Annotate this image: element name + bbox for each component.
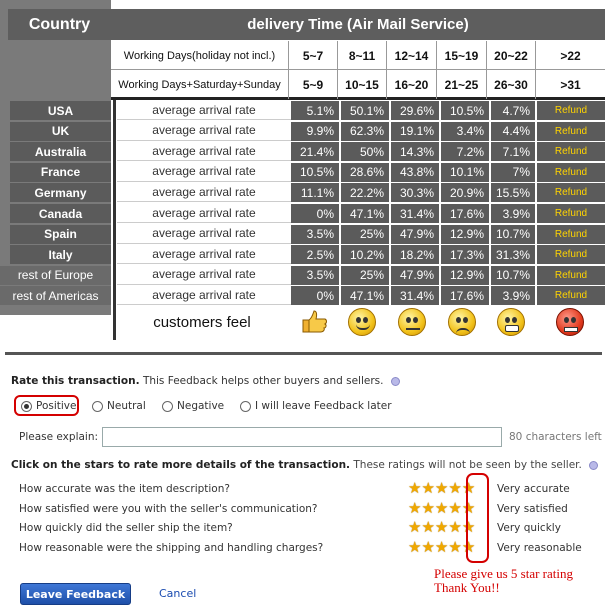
star-icon[interactable]: ★ xyxy=(434,537,449,556)
refund-cell: Refund xyxy=(537,266,605,285)
star-icon[interactable]: ★ xyxy=(408,537,422,556)
rate-cell: 3.4% xyxy=(441,122,489,141)
refund-cell: Refund xyxy=(537,163,605,182)
grimace-face-icon xyxy=(497,308,525,336)
rate-cell: 3.9% xyxy=(491,286,535,305)
rate-cell: 50% xyxy=(341,142,389,161)
rate-cell: 19.1% xyxy=(391,122,439,141)
rate-cell: 17.6% xyxy=(441,204,489,223)
country-cell: Germany xyxy=(10,183,111,202)
rate-cell: 3.9% xyxy=(491,204,535,223)
refund-cell: Refund xyxy=(537,245,605,264)
rate-cell: 4.4% xyxy=(491,122,535,141)
rate-cell: 29.6% xyxy=(391,101,439,120)
customers-feel-row xyxy=(116,304,605,340)
table-row xyxy=(0,182,605,203)
feedback-form xyxy=(0,360,609,611)
rating-text: Very satisfied xyxy=(497,502,568,515)
avg-label-cell: average arrival rate xyxy=(117,244,291,264)
refund-cell: Refund xyxy=(537,286,605,305)
working-days-weekend-row xyxy=(111,70,605,100)
stars-subtitle: These ratings will not be seen by the seller. xyxy=(353,459,582,471)
country-cell: rest of Europe xyxy=(0,266,111,285)
working-days-weekend-label: Working Days+Saturday+Sunday xyxy=(118,78,281,91)
note-line-2: Thank You!! xyxy=(434,580,500,595)
country-cell: Spain xyxy=(10,225,111,244)
range-cell: 5~7 xyxy=(288,41,337,70)
rate-cell: 10.7% xyxy=(491,266,535,285)
question-label: How satisfied were you with the seller's communication? xyxy=(19,502,318,515)
avg-label-cell: average arrival rate xyxy=(117,265,291,285)
country-cell: Canada xyxy=(10,204,111,223)
rate-cell: 22.2% xyxy=(341,183,389,202)
star-icon[interactable]: ★ xyxy=(448,518,462,536)
rate-cell: 17.6% xyxy=(441,286,489,305)
rate-cell: 3.5% xyxy=(291,266,339,285)
range-cell: 10~15 xyxy=(337,70,386,99)
rate-cell: 4.7% xyxy=(491,101,535,120)
rate-cell: 25% xyxy=(341,225,389,244)
avg-label-cell: average arrival rate xyxy=(117,162,291,182)
avg-label-cell: average arrival rate xyxy=(117,182,291,202)
rate-cell: 10.5% xyxy=(441,101,489,120)
rating-text: Very reasonable xyxy=(497,541,582,554)
refund-cell: Refund xyxy=(537,122,605,141)
rate-transaction-line xyxy=(11,375,400,387)
range-cell: 8~11 xyxy=(337,41,386,70)
rate-cell: 5.1% xyxy=(291,101,339,120)
country-cell: rest of Americas xyxy=(0,286,111,305)
country-header: Country xyxy=(8,9,111,40)
refund-cell: Refund xyxy=(537,142,605,161)
rate-cell: 10.7% xyxy=(491,225,535,244)
range-cell: 20~22 xyxy=(486,41,535,70)
rate-cell: 11.1% xyxy=(291,183,339,202)
radio-label: Positive xyxy=(36,400,77,412)
angry-face-icon xyxy=(556,308,584,336)
question-label: How accurate was the item description? xyxy=(19,483,230,495)
rate-cell: 21.4% xyxy=(291,142,339,161)
range-cell: 15~19 xyxy=(436,41,486,70)
info-icon[interactable] xyxy=(589,461,598,470)
radio-later[interactable] xyxy=(240,396,392,416)
radio-button[interactable] xyxy=(21,401,32,412)
thumbs-up-icon xyxy=(300,310,328,334)
avg-label-cell: average arrival rate xyxy=(117,141,291,161)
refund-cell: Refund xyxy=(537,101,605,120)
rate-cell: 47.1% xyxy=(341,286,389,305)
range-cell: 12~14 xyxy=(386,41,436,70)
radio-label: Negative xyxy=(177,400,225,412)
avg-label-cell: average arrival rate xyxy=(117,203,291,223)
avg-label-cell: average arrival rate xyxy=(117,224,291,244)
rating-radio-group xyxy=(15,396,605,416)
table-row xyxy=(0,224,605,245)
radio-button[interactable] xyxy=(92,401,103,412)
star-icon[interactable]: ★ xyxy=(461,479,476,497)
star-icon[interactable]: ★ xyxy=(434,498,449,517)
star-icon[interactable]: ★ xyxy=(421,537,435,556)
radio-negative[interactable] xyxy=(162,396,224,416)
rate-cell: 15.5% xyxy=(491,183,535,202)
avg-label-cell: average arrival rate xyxy=(117,121,291,141)
country-cell: USA xyxy=(10,101,111,120)
star-icon[interactable]: ★ xyxy=(461,498,476,517)
rate-cell: 25% xyxy=(341,266,389,285)
note-line-1: Please give us 5 star rating xyxy=(434,566,573,581)
explain-input[interactable] xyxy=(102,427,502,447)
chars-left: 80 characters left xyxy=(509,431,602,443)
rate-cell: 50.1% xyxy=(341,101,389,120)
rate-cell: 18.2% xyxy=(391,245,439,264)
table-row xyxy=(0,285,605,306)
radio-label: I will leave Feedback later xyxy=(255,400,392,412)
info-icon[interactable] xyxy=(391,377,400,386)
question-label: How quickly did the seller ship the item? xyxy=(19,522,233,534)
rate-cell: 47.9% xyxy=(391,225,439,244)
customers-feel-label: customers feel xyxy=(153,313,251,331)
happy-face-icon xyxy=(348,308,376,336)
working-days-label: Working Days(holiday not incl.) xyxy=(123,49,276,62)
table-row xyxy=(0,265,605,286)
rate-cell: 31.4% xyxy=(391,204,439,223)
rate-cell: 10.2% xyxy=(341,245,389,264)
refund-cell: Refund xyxy=(537,225,605,244)
country-cell: UK xyxy=(10,122,111,141)
leave-feedback-button[interactable]: Leave Feedback xyxy=(20,583,131,605)
rate-cell: 7% xyxy=(491,163,535,182)
table-row xyxy=(0,121,605,142)
rate-cell: 62.3% xyxy=(341,122,389,141)
question-label: How reasonable were the shipping and handling charges? xyxy=(19,541,324,554)
rate-cell: 10.5% xyxy=(291,163,339,182)
rate-cell: 47.9% xyxy=(391,266,439,285)
rate-cell: 28.6% xyxy=(341,163,389,182)
star-icon[interactable]: ★ xyxy=(461,537,476,556)
rate-cell: 0% xyxy=(291,286,339,305)
table-row xyxy=(0,162,605,183)
working-days-row xyxy=(111,41,605,70)
rate-cell: 9.9% xyxy=(291,122,339,141)
rate-cell: 20.9% xyxy=(441,183,489,202)
radio-button[interactable] xyxy=(240,401,251,412)
section-divider xyxy=(5,352,602,355)
rate-cell: 31.4% xyxy=(391,286,439,305)
star-icon[interactable]: ★ xyxy=(448,479,462,497)
rate-subtitle: This Feedback helps other buyers and sellers. xyxy=(142,375,384,387)
avg-label-cell: average arrival rate xyxy=(117,285,291,305)
range-cell: 16~20 xyxy=(386,70,436,99)
star-icon[interactable]: ★ xyxy=(408,479,422,497)
sad-face-icon xyxy=(448,308,476,336)
rate-cell: 14.3% xyxy=(391,142,439,161)
rate-cell: 7.1% xyxy=(491,142,535,161)
radio-label: Neutral xyxy=(107,400,146,412)
rate-cell: 30.3% xyxy=(391,183,439,202)
rate-cell: 0% xyxy=(291,204,339,223)
rating-text: Very quickly xyxy=(497,522,561,534)
star-icon[interactable]: ★ xyxy=(408,498,422,517)
rate-title: Rate this transaction. xyxy=(11,375,140,387)
star-icon[interactable]: ★ xyxy=(448,498,462,517)
table-row xyxy=(0,100,605,121)
neutral-face-icon xyxy=(398,308,426,336)
explain-label: Please explain: xyxy=(19,431,99,443)
star-icon[interactable]: ★ xyxy=(461,518,476,536)
stars-instruction xyxy=(11,459,598,471)
refund-cell: Refund xyxy=(537,204,605,223)
range-cell: 26~30 xyxy=(486,70,535,99)
rate-cell: 12.9% xyxy=(441,225,489,244)
handwritten-note xyxy=(434,567,573,595)
star-icon[interactable]: ★ xyxy=(421,498,435,517)
star-icon[interactable]: ★ xyxy=(448,537,462,556)
rate-cell: 17.3% xyxy=(441,245,489,264)
rate-cell: 31.3% xyxy=(491,245,535,264)
range-cell: 21~25 xyxy=(436,70,486,99)
delivery-time-header: delivery Time (Air Mail Service) xyxy=(111,9,605,40)
star-icon[interactable]: ★ xyxy=(421,518,435,536)
stars-title: Click on the stars to rate more details of the transaction. xyxy=(11,459,351,471)
country-cell: Australia xyxy=(10,142,111,161)
rate-cell: 3.5% xyxy=(291,225,339,244)
cancel-link[interactable]: Cancel xyxy=(159,587,197,600)
star-icon[interactable]: ★ xyxy=(408,518,422,536)
star-icon[interactable]: ★ xyxy=(434,518,449,536)
star-icon[interactable]: ★ xyxy=(434,479,449,497)
rate-cell: 47.1% xyxy=(341,204,389,223)
rating-text: Very accurate xyxy=(497,483,570,495)
rate-cell: 12.9% xyxy=(441,266,489,285)
star-icon[interactable]: ★ xyxy=(421,479,435,497)
rate-cell: 43.8% xyxy=(391,163,439,182)
range-cell: 5~9 xyxy=(288,70,337,99)
country-cell: Italy xyxy=(10,245,111,264)
range-cell: >22 xyxy=(535,41,605,70)
range-cell: >31 xyxy=(535,70,605,99)
fifth-star-highlight xyxy=(466,473,489,563)
radio-neutral[interactable] xyxy=(92,396,146,416)
table-row xyxy=(0,244,605,265)
avg-label-cell: average arrival rate xyxy=(117,100,291,120)
table-row xyxy=(0,203,605,224)
radio-button[interactable] xyxy=(162,401,173,412)
radio-positive[interactable] xyxy=(21,396,76,416)
country-cell: France xyxy=(10,163,111,182)
rate-cell: 10.1% xyxy=(441,163,489,182)
rate-cell: 2.5% xyxy=(291,245,339,264)
rate-cell: 7.2% xyxy=(441,142,489,161)
table-row xyxy=(0,141,605,162)
refund-cell: Refund xyxy=(537,183,605,202)
